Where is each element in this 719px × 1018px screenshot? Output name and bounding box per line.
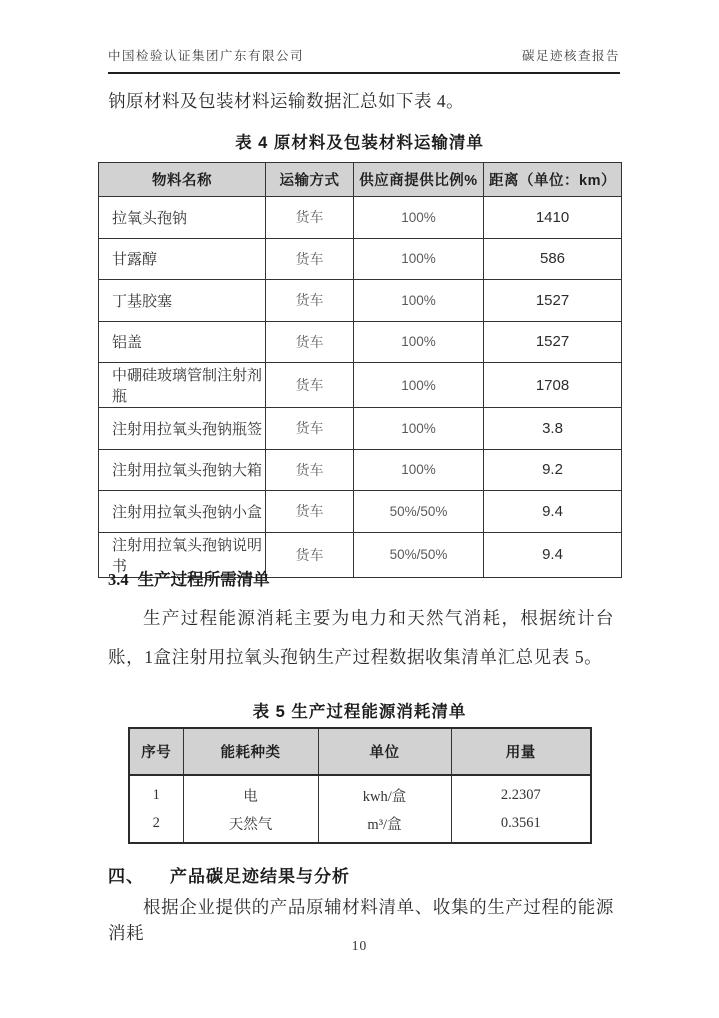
table4-transport-list	[98, 162, 622, 578]
table-row	[99, 449, 622, 491]
table5-caption: 表 5 生产过程能源消耗清单	[252, 703, 467, 721]
table5-header-row	[129, 728, 591, 775]
ratio-cell: 50%/50%	[354, 532, 484, 577]
material-name-cell: 丁基胶塞	[99, 280, 266, 322]
ratio-cell: 100%	[354, 363, 484, 408]
transport-cell: 货车	[266, 280, 354, 322]
distance-cell: 1708	[484, 363, 622, 408]
material-name-cell: 注射用拉氧头孢钠瓶签	[99, 408, 266, 450]
table4-col-material: 物料名称	[99, 163, 266, 197]
ratio-cell: 100%	[354, 280, 484, 322]
intro-text: 钠原材料及包装材料运输数据汇总如下表 4。	[108, 91, 465, 111]
table-row	[99, 491, 622, 533]
section-number: 四、	[108, 867, 144, 886]
table4-col-ratio: 供应商提供比例%	[354, 163, 484, 197]
table-row	[99, 363, 622, 408]
table-row	[99, 238, 622, 280]
table-row	[99, 408, 622, 450]
table-row	[129, 809, 591, 843]
section-title: 生产过程所需清单	[137, 571, 270, 589]
transport-cell: 货车	[266, 449, 354, 491]
distance-cell: 9.4	[484, 491, 622, 533]
transport-cell: 货车	[266, 238, 354, 280]
header-report-title: 碳足迹核查报告	[521, 49, 620, 63]
table4-col-transport: 运输方式	[266, 163, 354, 197]
transport-cell: 货车	[266, 363, 354, 408]
paragraph-result-analysis: 根据企业提供的产品原辅材料清单、收集的生产过程的能源消耗	[108, 897, 614, 943]
transport-cell: 货车	[266, 532, 354, 577]
ratio-cell: 100%	[354, 449, 484, 491]
transport-cell: 货车	[266, 197, 354, 239]
table-row	[99, 197, 622, 239]
transport-cell: 货车	[266, 408, 354, 450]
ratio-cell: 50%/50%	[354, 491, 484, 533]
ratio-cell: 100%	[354, 197, 484, 239]
distance-cell: 1527	[484, 321, 622, 363]
section-3-4-heading	[108, 566, 270, 590]
table5-col-unit: 单位	[318, 728, 451, 775]
material-name-cell: 注射用拉氧头孢钠小盒	[99, 491, 266, 533]
table-row	[99, 321, 622, 363]
index-cell: 1	[129, 775, 183, 809]
unit-cell: kwh/盒	[318, 775, 451, 809]
distance-cell: 586	[484, 238, 622, 280]
material-name-cell: 铝盖	[99, 321, 266, 363]
header-company-name: 中国检验认证集团广东有限公司	[108, 49, 305, 63]
transport-cell: 货车	[266, 491, 354, 533]
table5-col-amount: 用量	[451, 728, 591, 775]
table5-energy-consumption	[128, 727, 592, 844]
ratio-cell: 100%	[354, 408, 484, 450]
material-name-cell: 甘露醇	[99, 238, 266, 280]
energy-type-cell: 电	[183, 775, 318, 809]
distance-cell: 9.2	[484, 449, 622, 491]
distance-cell: 1410	[484, 197, 622, 239]
amount-cell: 0.3561	[451, 809, 591, 843]
ratio-cell: 100%	[354, 238, 484, 280]
material-name-cell: 中硼硅玻璃管制注射剂瓶	[99, 363, 266, 408]
table-row	[129, 775, 591, 809]
unit-cell: m³/盒	[318, 809, 451, 843]
table5-col-energy-type: 能耗种类	[183, 728, 318, 775]
ratio-cell: 100%	[354, 321, 484, 363]
index-cell: 2	[129, 809, 183, 843]
table5-col-index: 序号	[129, 728, 183, 775]
section-title: 产品碳足迹结果与分析	[170, 867, 350, 886]
table4-col-distance: 距离（单位：km）	[484, 163, 622, 197]
transport-cell: 货车	[266, 321, 354, 363]
distance-cell: 3.8	[484, 408, 622, 450]
running-header	[108, 46, 620, 74]
material-name-cell: 注射用拉氧头孢钠大箱	[99, 449, 266, 491]
table4-header-row	[99, 163, 622, 197]
amount-cell: 2.2307	[451, 775, 591, 809]
table4-caption: 表 4 原材料及包装材料运输清单	[235, 134, 484, 152]
energy-type-cell: 天然气	[183, 809, 318, 843]
section-number: 3.4	[108, 570, 129, 589]
paragraph-production-energy: 生产过程能源消耗主要为电力和天然气消耗，根据统计台账，1盒注射用拉氧头孢钠生产过程数据收集清单汇总见表 5。	[108, 608, 614, 667]
distance-cell: 9.4	[484, 532, 622, 577]
material-name-cell: 拉氧头孢钠	[99, 197, 266, 239]
section-4-heading	[108, 862, 350, 887]
table-row	[99, 280, 622, 322]
distance-cell: 1527	[484, 280, 622, 322]
page-number: 10	[351, 938, 368, 953]
material-name-cell: 注射用拉氧头孢钠说明书	[99, 532, 266, 577]
